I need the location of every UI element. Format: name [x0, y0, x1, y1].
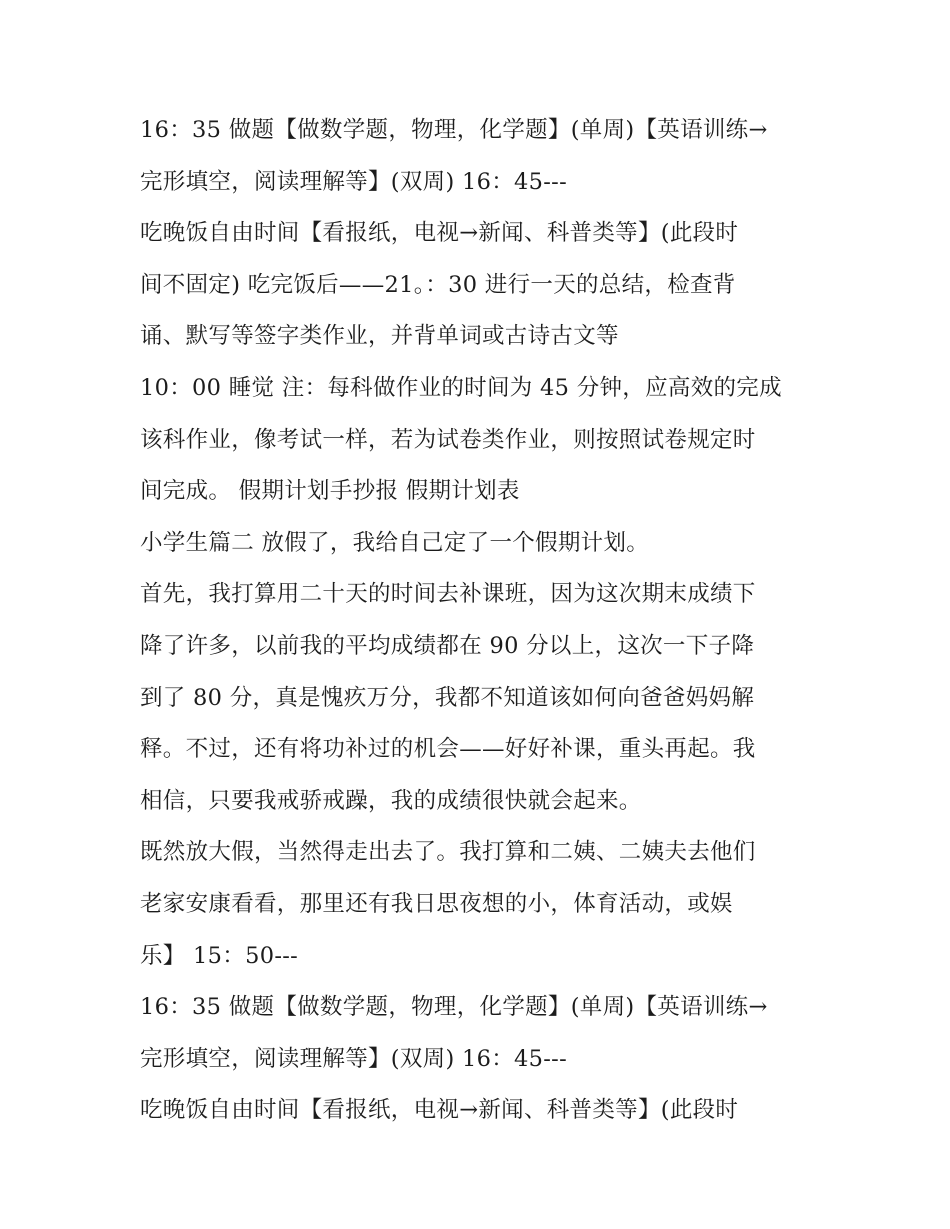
text-line: 16：35 做题【做数学题，物理，化学题】(单周)【英语训练→: [140, 117, 768, 143]
text-line: 间不固定) 吃完饭后——21。：30 进行一天的总结，检查背: [140, 271, 736, 298]
text-line: 10：00 睡觉 注：每科做作业的时间为 45 分钟，应高效的完成: [140, 374, 782, 401]
text-line: 完形填空，阅读理解等】(双周) 16：45---: [140, 1045, 567, 1072]
text-line: 吃晚饭自由时间【看报纸，电视→新闻、科普类等】(此段时: [140, 220, 739, 247]
document-body: [140, 108, 830, 1140]
text-line: 到了 80 分，真是愧疚万分，我都不知道该如何向爸爸妈妈解: [140, 684, 755, 711]
text-line: 老家安康看看，那里还有我日思夜想的小，体育活动，或娱: [140, 890, 733, 917]
text-line: 诵、默写等签字类作业，并背单词或古诗古文等: [140, 323, 619, 350]
text-line: 乐】 15：50---: [140, 942, 299, 969]
text-line: 释。不过，还有将功补过的机会——好好补课，重头再起。我: [140, 736, 756, 763]
text-line: 降了许多，以前我的平均成绩都在 90 分以上，这次一下子降: [140, 632, 755, 659]
text-line: 相信，只要我戒骄戒躁，我的成绩很快就会起来。: [140, 787, 642, 814]
text-line: 完形填空，阅读理解等】(双周) 16：45---: [140, 168, 567, 195]
text-line: 小学生篇二 放假了，我给自己定了一个假期计划。: [140, 529, 650, 556]
text-line: 既然放大假，当然得走出去了。我打算和二姨、二姨夫去他们: [140, 839, 756, 866]
text-line: 吃晚饭自由时间【看报纸，电视→新闻、科普类等】(此段时: [140, 1097, 739, 1124]
text-line: 间完成。 假期计划手抄报 假期计划表: [140, 478, 520, 505]
text-line: 16：35 做题【做数学题，物理，化学题】(单周)【英语训练→: [140, 994, 768, 1021]
text-line: 首先，我打算用二十天的时间去补课班，因为这次期末成绩下: [140, 581, 756, 608]
text-line: 该科作业，像考试一样，若为试卷类作业，则按照试卷规定时: [140, 426, 756, 453]
